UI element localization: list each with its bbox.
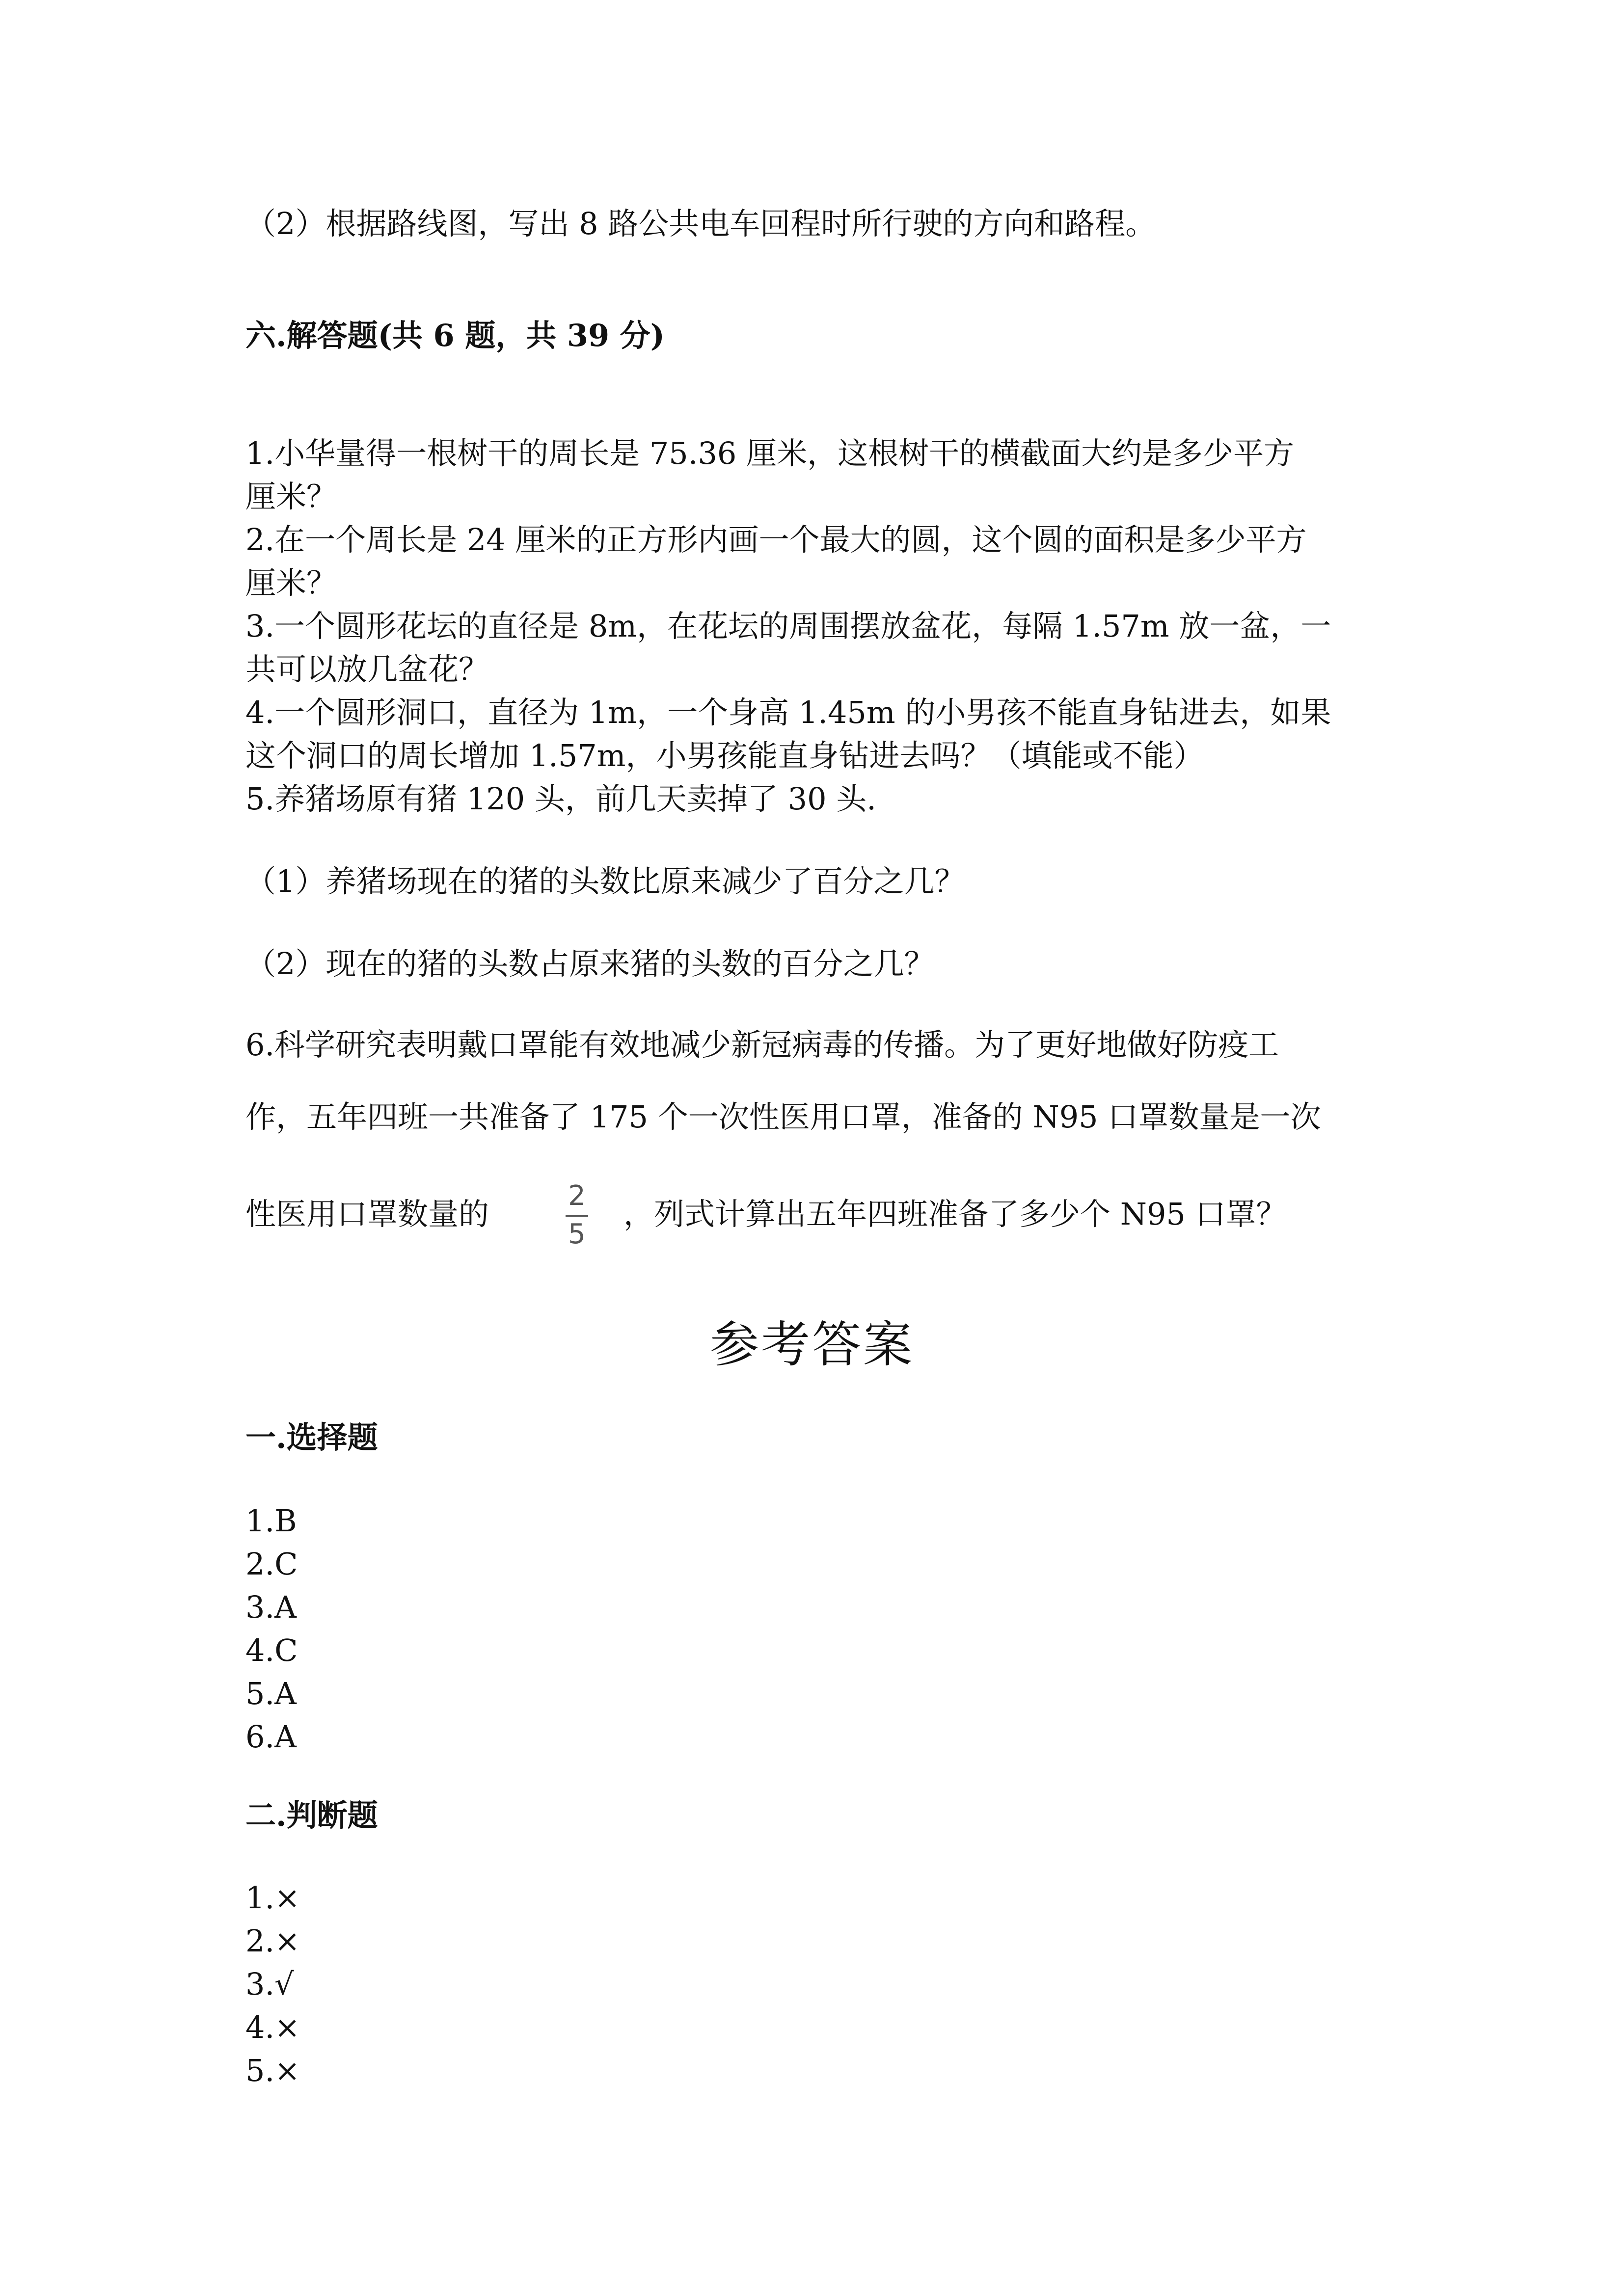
answer-item: 1.× [245, 1880, 300, 1916]
q6-line-3-before: 性医用口罩数量的 [245, 1196, 489, 1232]
q5-sub-1: （1）养猪场现在的猪的头数比原来减少了百分之几？ [245, 863, 965, 899]
answer-item: 5.× [245, 2053, 300, 2088]
answer-item: 3.√ [245, 1966, 294, 2002]
answers-title: 参考答案 [710, 1316, 914, 1373]
q4-line-2: 这个洞口的周长增加 1.57m，小男孩能直身钻进去吗？（填能或不能） [245, 738, 1204, 774]
answer-item: 4.× [245, 2009, 300, 2045]
q5-sub-2: （2）现在的猪的头数占原来猪的头数的百分之几？ [245, 946, 935, 982]
q2-line-1: 2.在一个周长是 24 厘米的正方形内画一个最大的圆，这个圆的面积是多少平方 [245, 522, 1307, 558]
fraction-denominator: 5 [568, 1218, 586, 1250]
answer-item: 1.B [245, 1503, 297, 1539]
answer-item: 4.C [245, 1632, 298, 1668]
q3-line-2: 共可以放几盆花？ [245, 651, 489, 687]
q1-line-1: 1.小华量得一根树干的周长是 75.36 厘米，这根树干的横截面大约是多少平方 [245, 435, 1295, 471]
answers-part1-heading: 一.选择题 [245, 1419, 378, 1455]
q5-line-1: 5.养猪场原有猪 120 头，前几天卖掉了 30 头. [245, 781, 876, 817]
q6-line-3-after: ，列式计算出五年四班准备了多少个 N95 口罩？ [623, 1196, 1287, 1232]
q1-line-2: 厘米？ [245, 479, 337, 514]
q6-line-1: 6.科学研究表明戴口罩能有效地减少新冠病毒的传播。为了更好地做好防疫工 [245, 1027, 1279, 1063]
section5-question-2: （2）根据路线图，写出 8 路公共电车回程时所行驶的方向和路程。 [245, 206, 1156, 241]
answer-item: 5.A [245, 1676, 297, 1711]
fraction-bar [566, 1215, 588, 1217]
section6-heading: 六.解答题(共 6 题，共 39 分) [245, 318, 665, 353]
answer-item: 3.A [245, 1589, 297, 1625]
answer-item: 2.× [245, 1923, 300, 1959]
answer-item: 2.C [245, 1546, 298, 1582]
answer-item: 6.A [245, 1719, 297, 1755]
q3-line-1: 3.一个圆形花坛的直径是 8m，在花坛的周围摆放盆花，每隔 1.57m 放一盆，一 [245, 608, 1331, 644]
fraction-two-fifths [562, 1180, 592, 1250]
q2-line-2: 厘米？ [245, 565, 337, 601]
fraction-numerator: 2 [568, 1180, 586, 1212]
q4-line-1: 4.一个圆形洞口，直径为 1m，一个身高 1.45m 的小男孩不能直身钻进去，如果 [245, 694, 1331, 730]
q6-line-2: 作，五年四班一共准备了 175 个一次性医用口罩，准备的 N95 口罩数量是一次 [245, 1099, 1321, 1135]
answers-part2-heading: 二.判断题 [245, 1797, 378, 1833]
